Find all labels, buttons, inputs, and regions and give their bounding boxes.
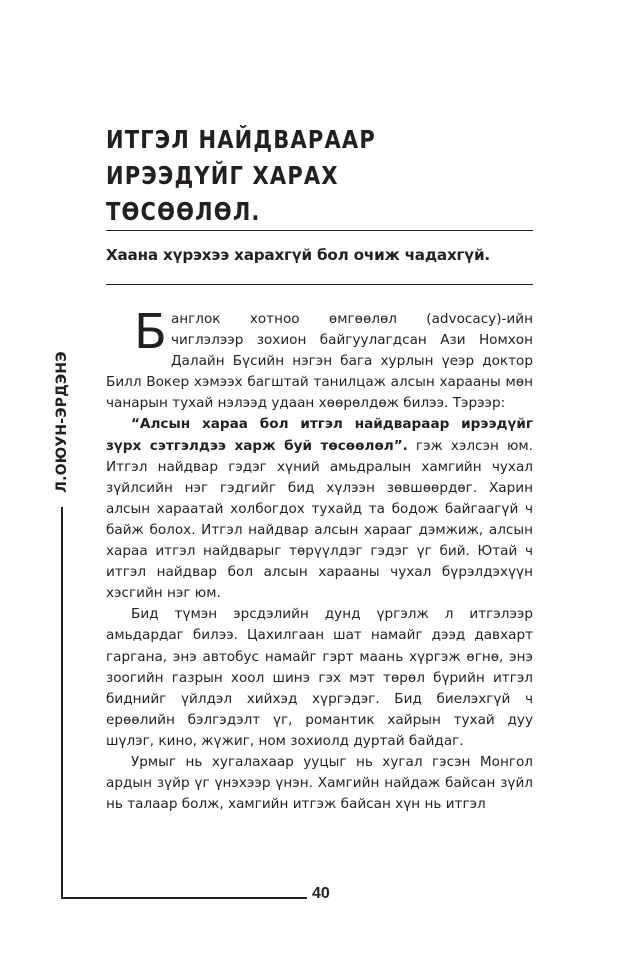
- quote: “Алсын хараа бол итгэл найдвараар ирээдүйг зүрх сэтгэлдээ харж буй төсөөлөл”.: [106, 416, 533, 454]
- epigraph: Хаана хүрэхээ харахгүй бол очиж чадахгүй.: [106, 246, 491, 264]
- epigraph-bottom-rule: [106, 284, 533, 285]
- page-number: 40: [312, 885, 330, 902]
- chapter-title: ИТГЭЛ НАЙДВАРААР ИРЭЭДҮЙГ ХАРАХ ТӨСӨӨЛӨЛ.: [106, 125, 376, 226]
- paragraph-4: Урмыг нь хугалахаар ууцыг нь хугал гэсэн Монгол ардын зүйр үг үнэхээр үнэн. Хамгийн найдаж байсан зүйл нь талаар болж, хамгийн итгэж байсан хүн нь итгэл: [106, 753, 533, 813]
- author-name: Л.ОЮУН-ЭРДЭНЭ: [54, 351, 70, 493]
- paragraph-2: [106, 414, 533, 604]
- drop-cap: Б: [134, 304, 167, 360]
- paragraph-2-text: гэж хэлсэн юм. Итгэл найдвар гэдэг хүний амьдралын хамгийн чухал зүйлсийн нэг гэдгийг бид хүлээн зөвшөөрдөг. Харин алсын хараатай холбогдох тухайд та бодож байгаагүй ч байж болох. Итгэл найдвар алсын харааг дэмжиж, алсын хараа итгэл найдварыг төрүүлдэг гэдэг үг бий. Ютай ч итгэл найдвар бол алсын харааны чухал бүрэлдэхүүн хэсгийн нэг юм.: [106, 437, 533, 602]
- body-text: [106, 304, 533, 815]
- epigraph-top-rule: [106, 230, 533, 231]
- running-author: [52, 353, 72, 491]
- paragraph-1-text: англок хотноо өмгөөлөл (advocacy)-ийн чиглэлээр зохион байгуулагдсан Ази Номхон Далайн Бүсийн нэгэн бага хурлын үеэр доктор Билл Вокер хэмээх багштай танилцаж алсын харааны мөн чанарын тухай нэлээд удаан хөөрөлдөж билээ. Тэрээр:: [106, 311, 533, 412]
- vertical-rule: [61, 507, 63, 899]
- footer-rule: [61, 897, 307, 899]
- paragraph-1: [106, 304, 533, 414]
- paragraph-3: Бид түмэн эрсдэлийн дунд үргэлж л итгэлээр амьдардаг билээ. Цахилгаан шат намайг дээд давхарт гаргана, энэ автобус намайг гэрт маань хүргэж өгнө, энэ зоогийн газрын хоол шинэ гэх мэт төрөл бүрийн итгэл биднийг үйлдэл хийхэд хүргэдэг. Бид биелэхгүй ч ерөөлийн бэлгэдэлт үг, романтик хайрын тухай дуу шүлэг, кино, жүжиг, ном зохиолд дуртай байдаг.: [106, 606, 533, 749]
